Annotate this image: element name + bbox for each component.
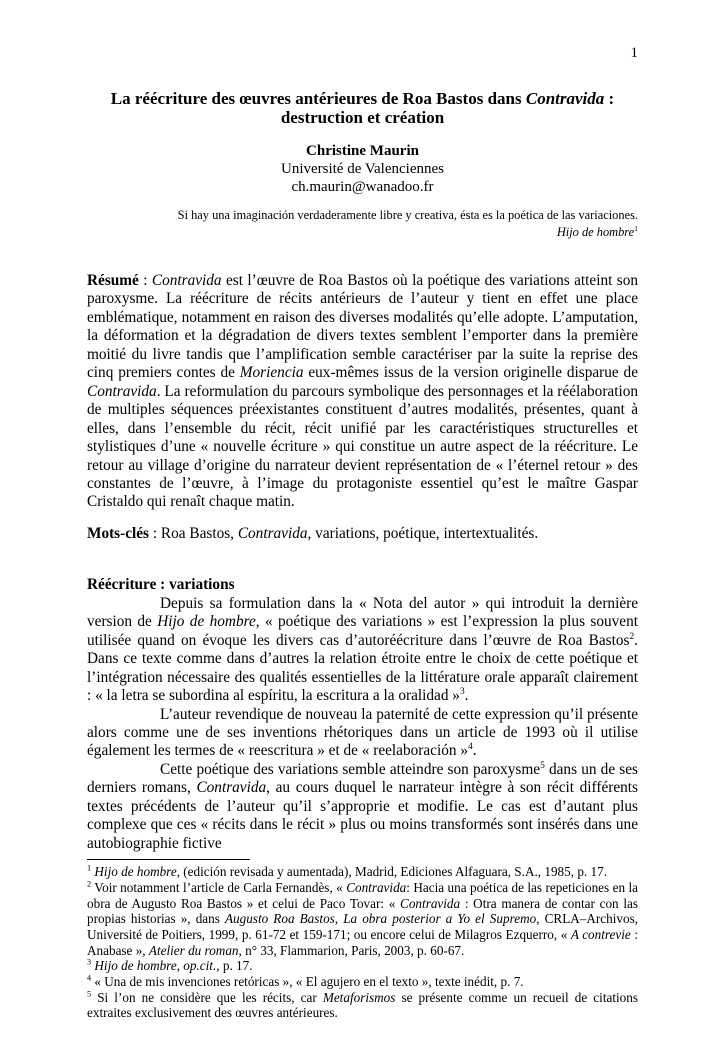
- text-run: : Roa Bastos,: [149, 524, 238, 542]
- footnote: [87, 880, 638, 959]
- italic-text: Metaforismos: [322, 989, 396, 1005]
- text-run: , au cours duquel le narrateur intègre à son récit différents textes précédents de l’auteur qu’il s’approprie et modifie. Le cas est d’autant plus complexe que ces « récits dans le récit » plus ou moins transformés sont insérés dans une autobiographie fictive: [87, 779, 638, 852]
- text-run: : Otra manera de contar con las propias historias », dans: [87, 895, 638, 927]
- abstract: [87, 272, 638, 512]
- footnote-ref[interactable]: 1: [87, 863, 92, 873]
- footnote-ref[interactable]: 5: [540, 760, 545, 771]
- italic-text: Contravida: [400, 895, 461, 911]
- text-run: .: [464, 687, 469, 705]
- footnotes: [87, 864, 638, 1021]
- text-run: .: [472, 742, 477, 760]
- footnote: [87, 974, 638, 990]
- epigraph-source: Hijo de hombre: [556, 224, 635, 239]
- footnote: [87, 958, 638, 974]
- italic-text: Hijo de hombre: [157, 613, 256, 631]
- text-run: se présente comme un recueil de citations extraites exclusivement des œuvres antérieures.: [87, 989, 638, 1021]
- footnote-ref[interactable]: 4: [87, 973, 92, 983]
- italic-text: Augusto Roa Bastos, La obra posterior a Yo el Supremo: [224, 911, 537, 927]
- bold-label: Résumé: [87, 272, 139, 289]
- text-run: : Hacia una poética de las repeticiones en la obra de Augusto Roa Bastos » et celui de Paco Tovar: «: [87, 879, 638, 911]
- italic-text: op.cit.: [183, 958, 217, 974]
- text-run: Cette poétique des variations semble atteindre son paroxysme: [160, 760, 541, 778]
- footnote-separator: [87, 859, 250, 860]
- text-run: ,: [176, 958, 184, 974]
- text-run: dans un de ses derniers romans,: [87, 760, 638, 797]
- text-run: . Dans ce texte comme dans d’autres la relation étroite entre le choix de cette poétique et l’intégration nécessaire des qualités essentielles de la littérature orale apparaît clairement : « la letra se subordina al espíritu, la escritura a la oralidad »: [87, 631, 638, 705]
- footnote: [87, 990, 638, 1021]
- section-heading: Réécriture : variations: [87, 576, 235, 594]
- text-run: . La reformulation du parcours symbolique des personnages et la réélaboration de multiples séquences préexistantes constituent d’autres modalités, présentes, quant à elles, dans l’ensemble du récit, récit unifié par les caractéristiques structurelles et stylistiques d’une « nouvelle écriture » qui constitue un autre aspect de la réécriture. Le retour au village d’origine du narrateur devient représentation de « l’éternel retour » des constantes de l’œuvre, à l’image du protagoniste essentiel qu’est le maître Gaspar Cristaldo qui renaît chaque matin.: [87, 382, 638, 511]
- body-paragraph: [87, 595, 638, 706]
- text-run: , variations, poétique, intertextualités.: [307, 524, 539, 542]
- author-email[interactable]: ch.maurin@wanadoo.fr: [291, 179, 434, 195]
- text-run: , p. 17.: [216, 958, 253, 974]
- section-rewriting: [87, 576, 638, 853]
- footnote-ref[interactable]: 3: [87, 957, 92, 967]
- text-run: , CRLA–Archivos, Université de Poitiers, 1999, p. 61-72 et 159-171; ou encore celui de Milagros Ezquerro, «: [87, 911, 639, 942]
- footnote-ref[interactable]: 2: [87, 879, 92, 889]
- text-run: « Una de mis invenciones retóricas », « El agujero en el texto », texte inédit, p. 7.: [91, 974, 524, 990]
- body-paragraph: [87, 761, 638, 853]
- text-run: L’auteur revendique de nouveau la paternité de cette expression qu’il présente alors comme une de ses inventions rhétoriques dans un article de 1993 où il utilise également les termes de « reescritura » et de « reelaboración »: [87, 705, 638, 760]
- text-run: , « poétique des variations » est l’expression la plus souvent utilisée quand on évoque les divers cas d’autoréécriture dans l’œuvre de Roa Bastos: [87, 613, 638, 649]
- text-run: Si l’on ne considère que les récits, car: [91, 989, 323, 1005]
- italic-text: Atelier du roman: [148, 942, 239, 958]
- epigraph-note[interactable]: 1: [634, 223, 638, 233]
- italic-text: Contravida: [151, 272, 222, 289]
- text-run: , n° 33, Flammarion, Paris, 2003, p. 60-67.: [238, 942, 465, 958]
- italic-text: Hijo de hombre: [94, 864, 177, 880]
- footnote-ref[interactable]: 3: [459, 686, 465, 697]
- title-line2: destruction et création: [280, 107, 445, 127]
- text-run: :: [138, 272, 152, 289]
- title-italic: Contravida: [525, 89, 605, 108]
- text-run: , (edición revisada y aumentada), Madrid, Ediciones Alfaguara, S.A., 1985, p. 17.: [176, 864, 607, 880]
- italic-text: Contravida: [346, 879, 407, 895]
- text-run: : Anabase »,: [87, 926, 638, 958]
- italic-text: Contravida: [196, 779, 267, 797]
- text-run: est l’œuvre de Roa Bastos où la poétique des variations atteint son paroxysme. La réécriture de récits antérieurs de l’auteur y tient en effet une place emblématique, notamment en raison des diverses modalités qu’elle adopte. L’amputation, la déformation et la dégradation de divers textes semblent l’emporter dans la première moitié du livre tandis que l’amplification semble caractériser par la suite la reprise des cinq premiers contes de: [87, 272, 638, 382]
- text-run: Voir notamment l’article de Carla Fernandès, «: [91, 879, 347, 895]
- footnote-ref[interactable]: 2: [629, 631, 635, 642]
- keywords: [87, 525, 638, 543]
- author-block: [87, 142, 638, 196]
- title-colon: :: [604, 89, 615, 108]
- italic-text: Contravida: [237, 524, 308, 542]
- epigraph: [87, 207, 638, 240]
- footnote-ref[interactable]: 5: [87, 989, 92, 999]
- bold-label: Mots-clés: [87, 524, 150, 542]
- body-paragraph: [87, 706, 638, 761]
- italic-text: A contrevie: [570, 926, 631, 942]
- author-affiliation: Université de Valenciennes: [280, 161, 444, 177]
- text-run: eux-mêmes issus de la version originelle disparue de: [303, 364, 638, 382]
- italic-text: Moriencia: [239, 364, 304, 382]
- italic-text: Contravida: [87, 382, 157, 400]
- page-number: 1: [630, 45, 638, 61]
- epigraph-text: Si hay una imaginación verdaderamente libre y creativa, ésta es la poética de las variaciones.: [177, 208, 638, 222]
- title-text: La réécriture des œuvres antérieures de Roa Bastos dans: [110, 89, 526, 108]
- footnote: [87, 864, 638, 880]
- text-run: Depuis sa formulation dans la « Nota del autor » qui introduit la dernière version de: [87, 594, 638, 631]
- italic-text: Hijo de hombre: [94, 958, 177, 974]
- article-title: [87, 90, 638, 127]
- footnote-ref[interactable]: 4: [467, 742, 473, 753]
- author-name: Christine Maurin: [306, 143, 419, 159]
